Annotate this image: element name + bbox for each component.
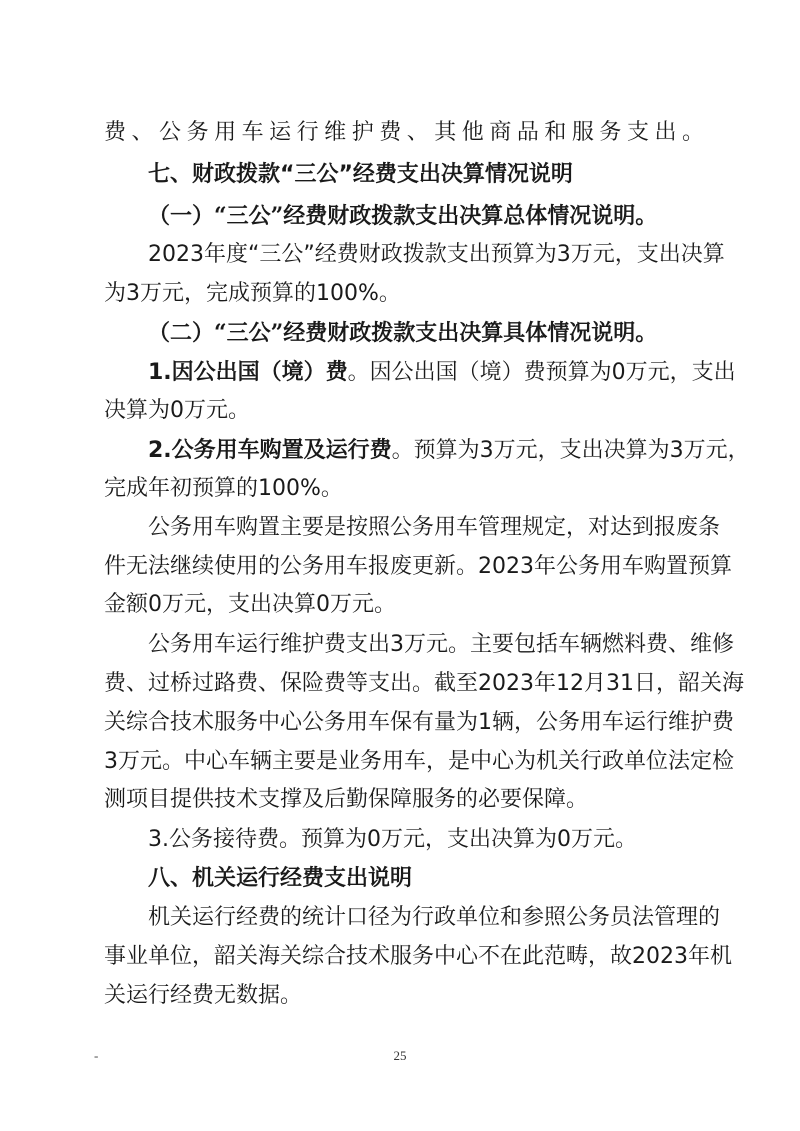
page-number: 25 [393, 1048, 407, 1063]
section-heading: 七、财政拨款“三公”经费支出决算情况说明 [148, 162, 573, 187]
text-line: 决算为0万元。 [104, 398, 250, 423]
text-line: 金额0万元，支出决算0万元。 [104, 592, 396, 617]
text-line: 费、过桥过路费、保险费等支出。截至2023年12月31日，韶关海 [104, 671, 744, 696]
text-line [148, 358, 736, 388]
item-text: 。因公出国（境）费预算为0万元，支出 [347, 360, 736, 385]
text-line: 公务用车运行维护费支出3万元。主要包括车辆燃料费、维修 [148, 632, 734, 657]
text-line: 公务用车购置主要是按照公务用车管理规定，对达到报废条 [148, 515, 721, 540]
item-text: 。预算为3万元，支出决算为3万元， [391, 438, 750, 463]
section-heading: 八、机关运行经费支出说明 [148, 866, 413, 891]
text-line: 3.公务接待费。预算为0万元，支出决算为0万元。 [148, 827, 637, 852]
subsection-heading: （二）“三公”经费财政拨款支出决算具体情况说明。 [148, 320, 658, 346]
text-line: 关综合技术服务中心公务用车保有量为1辆，公务用车运行维护费 [104, 710, 734, 735]
text-line: 事业单位，韶关海关综合技术服务中心不在此范畴，故2023年机 [104, 944, 732, 969]
item-title: 1.因公出国（境）费 [148, 360, 348, 385]
text-line: 件无法继续使用的公务用车报废更新。2023年公务用车购置预算 [104, 554, 732, 579]
text-line: 2023年度“三公”经费财政拨款支出预算为3万元，支出决算 [148, 242, 725, 267]
text-line: 机关运行经费的统计口径为行政单位和参照公务员法管理的 [148, 905, 721, 930]
subsection-heading: （一）“三公”经费财政拨款支出决算总体情况说明。 [148, 203, 658, 229]
item-title: 2.公务用车购置及运行费 [148, 438, 392, 463]
text-line: 测项目提供技术支撑及后勤保障服务的必要保障。 [104, 787, 589, 812]
text-line: 费、公务用车运行维护费、其他商品和服务支出。 [104, 120, 704, 145]
footer-dash: - [94, 1048, 99, 1063]
text-line: 关运行经费无数据。 [104, 983, 303, 1008]
text-line: 3万元。中心车辆主要是业务用车，是中心为机关行政单位法定检 [104, 749, 734, 774]
text-line [148, 436, 750, 466]
text-line: 完成年初预算的100%。 [104, 476, 343, 501]
text-line: 为3万元，完成预算的100%。 [104, 281, 401, 306]
